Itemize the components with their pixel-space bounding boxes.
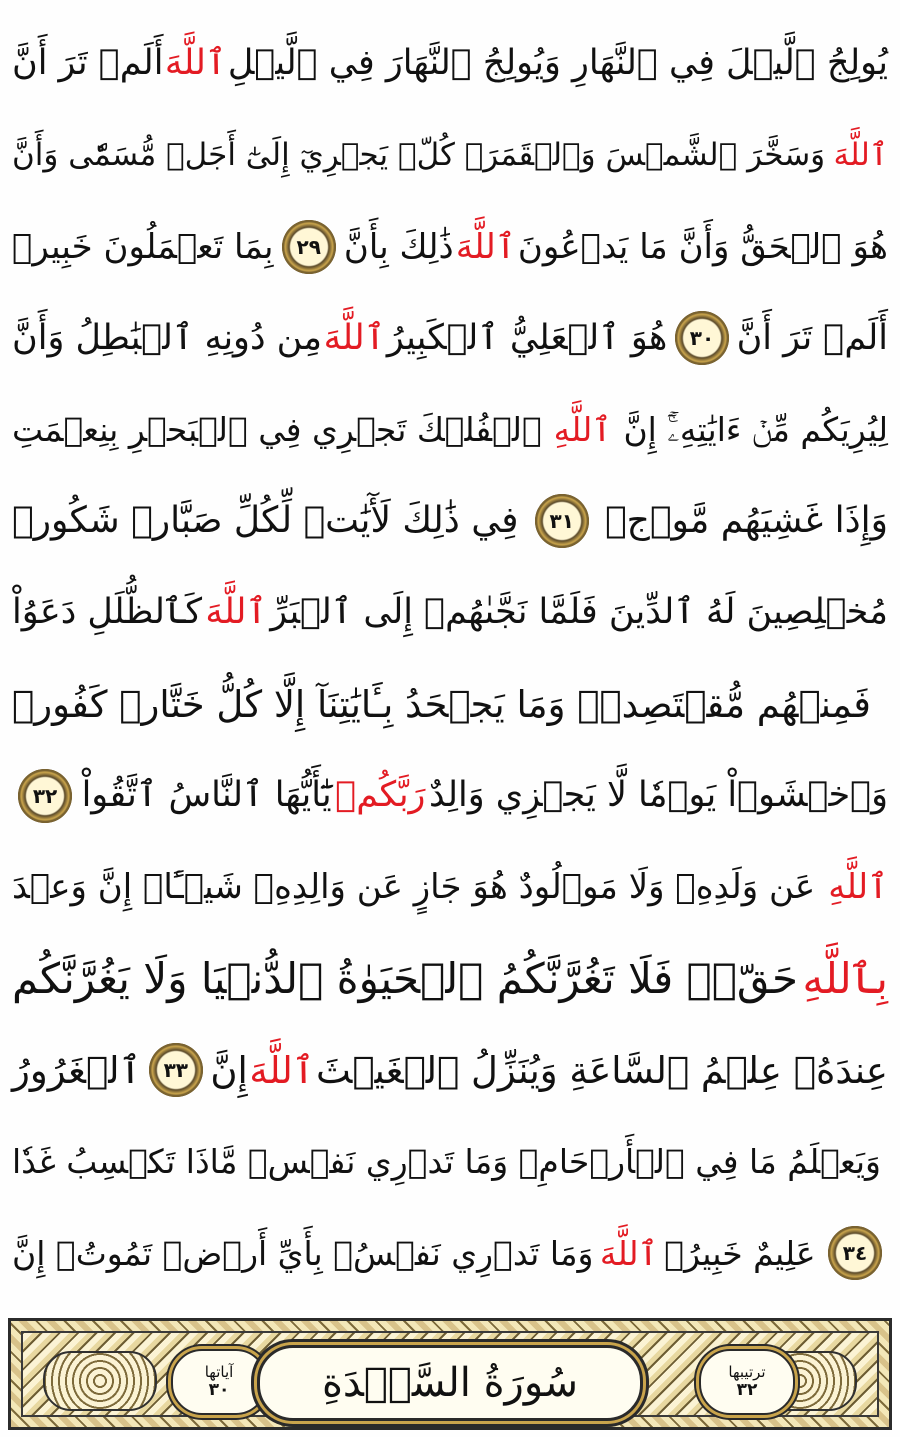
- divine-name-text: ٱللَّهَ: [205, 592, 267, 633]
- verse-text: أَلَمۡ تَرَ أَنَّ: [736, 317, 888, 358]
- divine-name-text: ٱللَّهَ: [164, 43, 227, 84]
- verse-text: يُولِجُ ٱلَّيۡلَ فِي ٱلنَّهَارِ وَيُولِجُ ٱلنَّهَارَ فِي ٱلَّيۡلِ: [227, 43, 888, 84]
- verse-text: بِمَا تَعۡمَلُونَ خَبِيرٞ: [12, 226, 274, 267]
- divine-name-text: رَبَّكُمۡ: [335, 775, 426, 816]
- surah-title: سُورَةُ السَّجۡدَةِ: [321, 1360, 579, 1406]
- verse-text: وَٱخۡشَوۡاْ يَوۡمٗا لَّا يَجۡزِي وَالِدٌ: [429, 775, 888, 816]
- verse-text: وَيَعۡلَمُ مَا فِي ٱلۡأَرۡحَامِۖ وَمَا تَدۡرِي نَفۡسٞ مَّاذَا تَكۡسِبُ غَدٗا: [12, 1142, 881, 1182]
- ayah-end-marker: [675, 311, 729, 365]
- verse-text: فَمِنۡهُم مُّقۡتَصِدٞۚ وَمَا يَجۡحَدُ بِـَٔايَٰتِنَآ إِلَّا كُلُّ خَتَّارٖ كَفُورٖ: [12, 682, 871, 726]
- verse-text: إِنَّ: [210, 1048, 248, 1092]
- verse-text: وَمَا تَدۡرِي نَفۡسُۢ بِأَيِّ أَرۡضٖ تَمُوتُۚ إِنَّ: [12, 1233, 594, 1273]
- ayah-number: ٣١: [549, 509, 574, 534]
- ayat-count-number: ٣٠: [208, 1379, 230, 1400]
- surah-header-banner: [8, 1318, 892, 1430]
- verse-text: عَن وَلَدِهِۦ وَلَا مَوۡلُودٌ هُوَ جَازٍ عَن وَالِدِهِۦ شَيۡـًٔاۚ إِنَّ وَعۡدَ: [12, 867, 816, 908]
- verse-text: مِن دُونِهِ ٱلۡبَٰطِلُ وَأَنَّ: [12, 317, 323, 358]
- verse-line: [8, 18, 892, 110]
- divine-name-text: ٱللَّهَ: [323, 317, 386, 358]
- ayah-number: ٣٠: [689, 326, 715, 351]
- verse-line: [8, 293, 892, 385]
- verse-text: لِيُرِيَكُم مِّنۡ ءَايَٰتِهِۦٓۚ إِنَّ: [623, 410, 888, 450]
- verse-text: عَلِيمٌ خَبِيرُۢ: [664, 1233, 816, 1273]
- divine-name-text: ٱللَّهِ: [828, 867, 888, 908]
- verse-text: عِندَهُۥ عِلۡمُ ٱلسَّاعَةِ وَيُنَزِّلُ ٱلۡغَيۡثَ: [316, 1048, 888, 1092]
- verse-text-block: [8, 18, 892, 1299]
- ayah-end-marker: [149, 1043, 203, 1097]
- verse-text: ذَٰلِكَ بِأَنَّ: [343, 226, 454, 267]
- verse-text: يَٰٓأَيُّهَا ٱلنَّاسُ ٱتَّقُواْ: [81, 775, 332, 816]
- divine-name-text: ٱللَّهَ: [599, 1233, 658, 1273]
- verse-line: [8, 1025, 892, 1117]
- surah-order-number: ٣٢: [736, 1379, 758, 1400]
- surah-order-medallion: [699, 1349, 795, 1415]
- verse-line: [8, 842, 892, 934]
- ayah-number: ٢٩: [296, 234, 321, 259]
- verse-line: [8, 110, 892, 202]
- verse-line: [8, 476, 892, 568]
- divine-name-text: ٱللَّهِ: [553, 410, 612, 450]
- surah-title-cartouche: [257, 1345, 643, 1421]
- arabesque-ornament-left: [43, 1351, 157, 1411]
- verse-line: [8, 1208, 892, 1300]
- verse-line: [8, 659, 892, 751]
- verse-text: حَقّٞۖ فَلَا تَغُرَّنَّكُمُ ٱلۡحَيَوٰةُ ٱلدُّنۡيَا وَلَا يَغُرَّنَّكُم: [12, 953, 798, 1003]
- surah-order-label: ترتيبها: [728, 1363, 766, 1382]
- verse-line: [8, 1116, 892, 1208]
- divine-name-text: ٱللَّهَ: [455, 226, 516, 267]
- verse-line: [8, 750, 892, 842]
- verse-text: وَسَخَّرَ ٱلشَّمۡسَ وَٱلۡقَمَرَۖ كُلّٞ يَجۡرِيٓ إِلَىٰٓ أَجَلٖ مُّسَمّٗى وَأَنَّ: [12, 136, 826, 173]
- verse-text: مُخۡلِصِينَ لَهُ ٱلدِّينَ فَلَمَّا نَجَّىٰهُمۡ إِلَى ٱلۡبَرِّ: [270, 592, 888, 633]
- verse-text: هُوَ ٱلۡعَلِيُّ ٱلۡكَبِيرُ: [386, 317, 668, 358]
- verse-text: كَٱلظُّلَلِ دَعَوُاْ: [12, 592, 203, 633]
- ayah-end-marker: [535, 494, 589, 548]
- verse-text: أَلَمۡ تَرَ أَنَّ: [12, 43, 164, 84]
- ayat-count-medallion: [171, 1349, 267, 1415]
- verse-line: [8, 384, 892, 476]
- verse-text: ٱلۡفُلۡكَ تَجۡرِي فِي ٱلۡبَحۡرِ بِنِعۡمَتِ: [12, 410, 542, 450]
- verse-text: وَإِذَا غَشِيَهُم مَّوۡجٞ: [605, 500, 888, 542]
- verse-text: فِي ذَٰلِكَ لَأٓيَٰتٖ لِّكُلِّ صَبَّارٖ شَكُورٖ: [12, 500, 519, 542]
- banner-ornamental-frame: [21, 1331, 879, 1417]
- verse-line: [8, 933, 892, 1025]
- ayat-count-label: آياتها: [204, 1363, 234, 1382]
- ayah-end-marker: [18, 769, 72, 823]
- ayah-number: ٣٣: [163, 1058, 188, 1083]
- ayah-number: ٣٢: [32, 783, 58, 808]
- verse-text: هُوَ ٱلۡحَقُّ وَأَنَّ مَا يَدۡعُونَ: [517, 226, 888, 267]
- ayah-end-marker: [282, 220, 336, 274]
- ayah-end-marker: [828, 1226, 882, 1280]
- ayah-number: ٣٤: [842, 1241, 868, 1266]
- divine-name-text: ٱللَّهَ: [833, 136, 888, 173]
- verse-line: [8, 201, 892, 293]
- verse-line: [8, 567, 892, 659]
- divine-name-text: ٱللَّهَ: [249, 1048, 315, 1092]
- verse-text: ٱلۡغَرُورُ: [12, 1048, 142, 1092]
- divine-name-text: بِٱللَّهِ: [802, 953, 888, 1003]
